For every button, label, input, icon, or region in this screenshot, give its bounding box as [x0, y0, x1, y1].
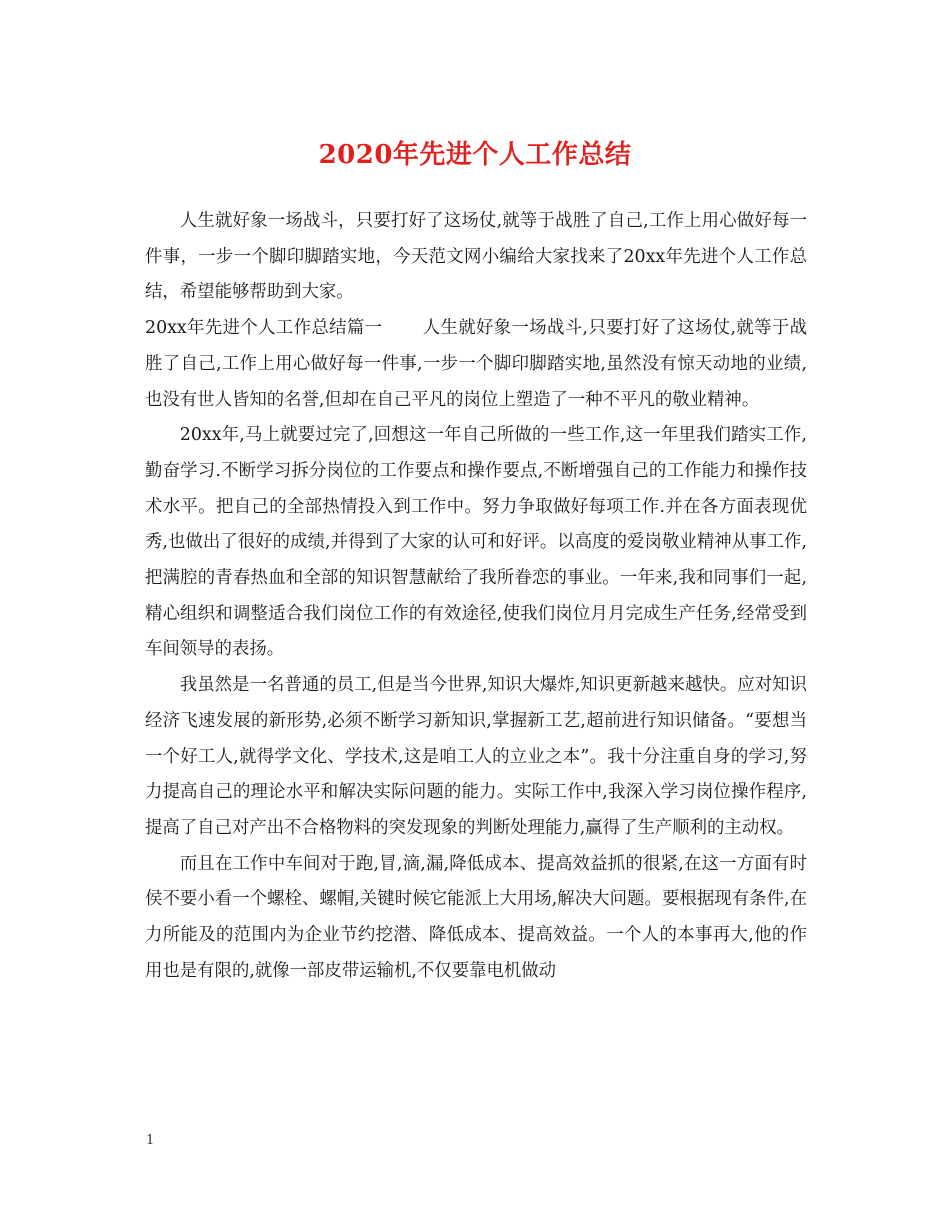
paragraph-learning: 我虽然是一名普通的员工,但是当今世界,知识大爆炸,知识更新越来越快。应对知识经济飞速发展的新形势,必须不断学习新知识,掌握新工艺,超前进行知识储备。“要想当一个好工人,就得学文化、学技术,这是咱工人的立业之本”。我十分注重自身的学习,努力提高自己的理论水平和解决实际问题的能力。实际工作中,我深入学习岗位操作程序,提高了自己对产出不合格物料的突发现象的判断处理能力,赢得了生产顺利的主动权。	[145, 675, 807, 838]
document-title: 2020年先进个人工作总结	[318, 140, 632, 170]
paragraph-cost-saving: 而且在工作中车间对于跑,冒,滴,漏,降低成本、提高效益抓的很紧,在这一方面有时侯不要小看一个螺栓、螺帽,关键时候它能派上大用场,解决大问题。要根据现有条件,在力所能及的范围内为企业节约挖潜、降低成本、提高效益。一个人的本事再大,他的作用也是有限的,就像一部皮带运输机,不仅要靠电机做动	[145, 853, 807, 981]
paragraph-section-heading	[145, 311, 807, 418]
section-first-sentence: 人生就好象一场战斗,只要打好了这场仗,就等于战胜了自己,工作上用心做好每一件事,一步一个脚印脚踏实地,虽然没有惊天动地的业绩,也没有世人皆知的名誉,但却在自己平凡的岗位上塑造了一种不平凡的敬业精神。	[145, 318, 808, 410]
page-number: 1	[146, 1133, 155, 1148]
paragraph-intro: 人生就好象一场战斗，只要打好了这场仗,就等于战胜了自己,工作上用心做好每一件事，一步一个脚印脚踏实地，今天范文网小编给大家找来了20xx年先进个人工作总结，希望能够帮助到大家。	[145, 211, 807, 303]
paragraph-year-review: 20xx年,马上就要过完了,回想这一年自己所做的一些工作,这一年里我们踏实工作,勤奋学习.不断学习拆分岗位的工作要点和操作要点,不断增强自己的工作能力和操作技术水平。把自己的全部热情投入到工作中。努力争取做好每项工作.并在各方面表现优秀,也做出了很好的成绩,并得到了大家的认可和好评。以高度的爱岗敬业精神从事工作,把满腔的青春热血和全部的知识智慧献给了我所眷恋的事业。一年来,我和同事们一起,精心组织和调整适合我们岗位工作的有效途径,使我们岗位月月完成生产任务,经常受到车间领导的表扬。	[145, 425, 807, 660]
document-body	[145, 204, 807, 989]
section-heading: 20xx年先进个人工作总结篇一	[145, 318, 383, 339]
